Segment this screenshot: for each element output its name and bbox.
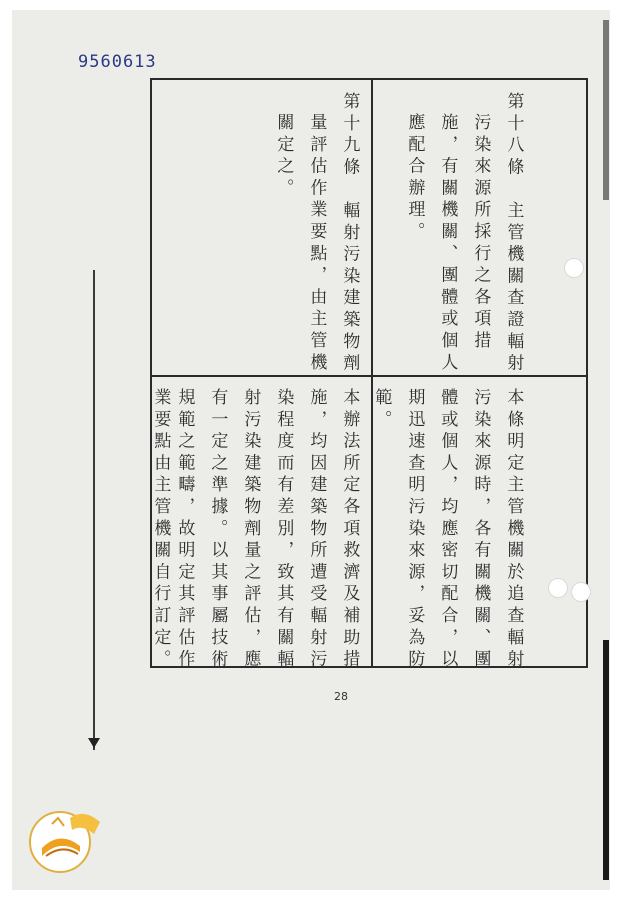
explanation-19-line-4: 射污染建築物劑量之評估，應: [240, 388, 261, 672]
binder-hole: [548, 578, 568, 598]
explanation-19-line-5: 有一定之準據。以其事屬技術: [207, 388, 228, 672]
archive-logo-icon: [22, 800, 122, 880]
explanation-19-line-6: 規範之範疇，故明定其評估作: [174, 388, 195, 672]
article-18-line-4: 應配合辦理。: [404, 113, 425, 244]
explanation-19-line-7: 業要點由主管機關自行訂定。: [150, 388, 171, 672]
explanation-18-line-3: 體或個人，均應密切配合，以: [437, 388, 458, 672]
scan-edge-shadow: [603, 20, 609, 200]
document-number-stamp: 9560613: [78, 52, 157, 72]
explanation-18-line-4: 期迅速查明污染來源，妥為防: [404, 388, 425, 672]
scan-edge-shadow: [603, 640, 609, 880]
table-column-divider: [371, 78, 373, 668]
explanation-18-line-2: 污染來源時，各有關機關、團: [470, 388, 491, 672]
article-18-line-2: 污染來源所採行之各項措: [470, 113, 491, 353]
margin-marker-arrow-icon: [88, 738, 100, 748]
explanation-19-line-3: 染程度而有差別，致其有關輻: [273, 388, 294, 672]
margin-marker-line: [93, 270, 95, 750]
article-18-line-3: 施，有關機關、團體或個人: [437, 113, 458, 375]
article-19-line-3: 關定之。: [273, 113, 294, 201]
binder-hole: [571, 582, 591, 602]
explanation-19-line-1: 本辦法所定各項救濟及補助措: [339, 388, 360, 672]
article-19-line-1: 第十九條 輻射污染建築物劑: [339, 92, 360, 376]
article-19-line-2: 量評估作業要點，由主管機: [306, 113, 327, 375]
page-number: 28: [334, 690, 348, 703]
binder-hole: [564, 258, 584, 278]
explanation-18-line-1: 本條明定主管機關於追查輻射: [503, 388, 524, 672]
article-18-line-1: 第十八條 主管機關查證輻射: [503, 92, 524, 376]
explanation-18-line-5: 範。: [371, 388, 392, 432]
explanation-19-line-2: 施，均因建築物所遭受輻射污: [306, 388, 327, 672]
